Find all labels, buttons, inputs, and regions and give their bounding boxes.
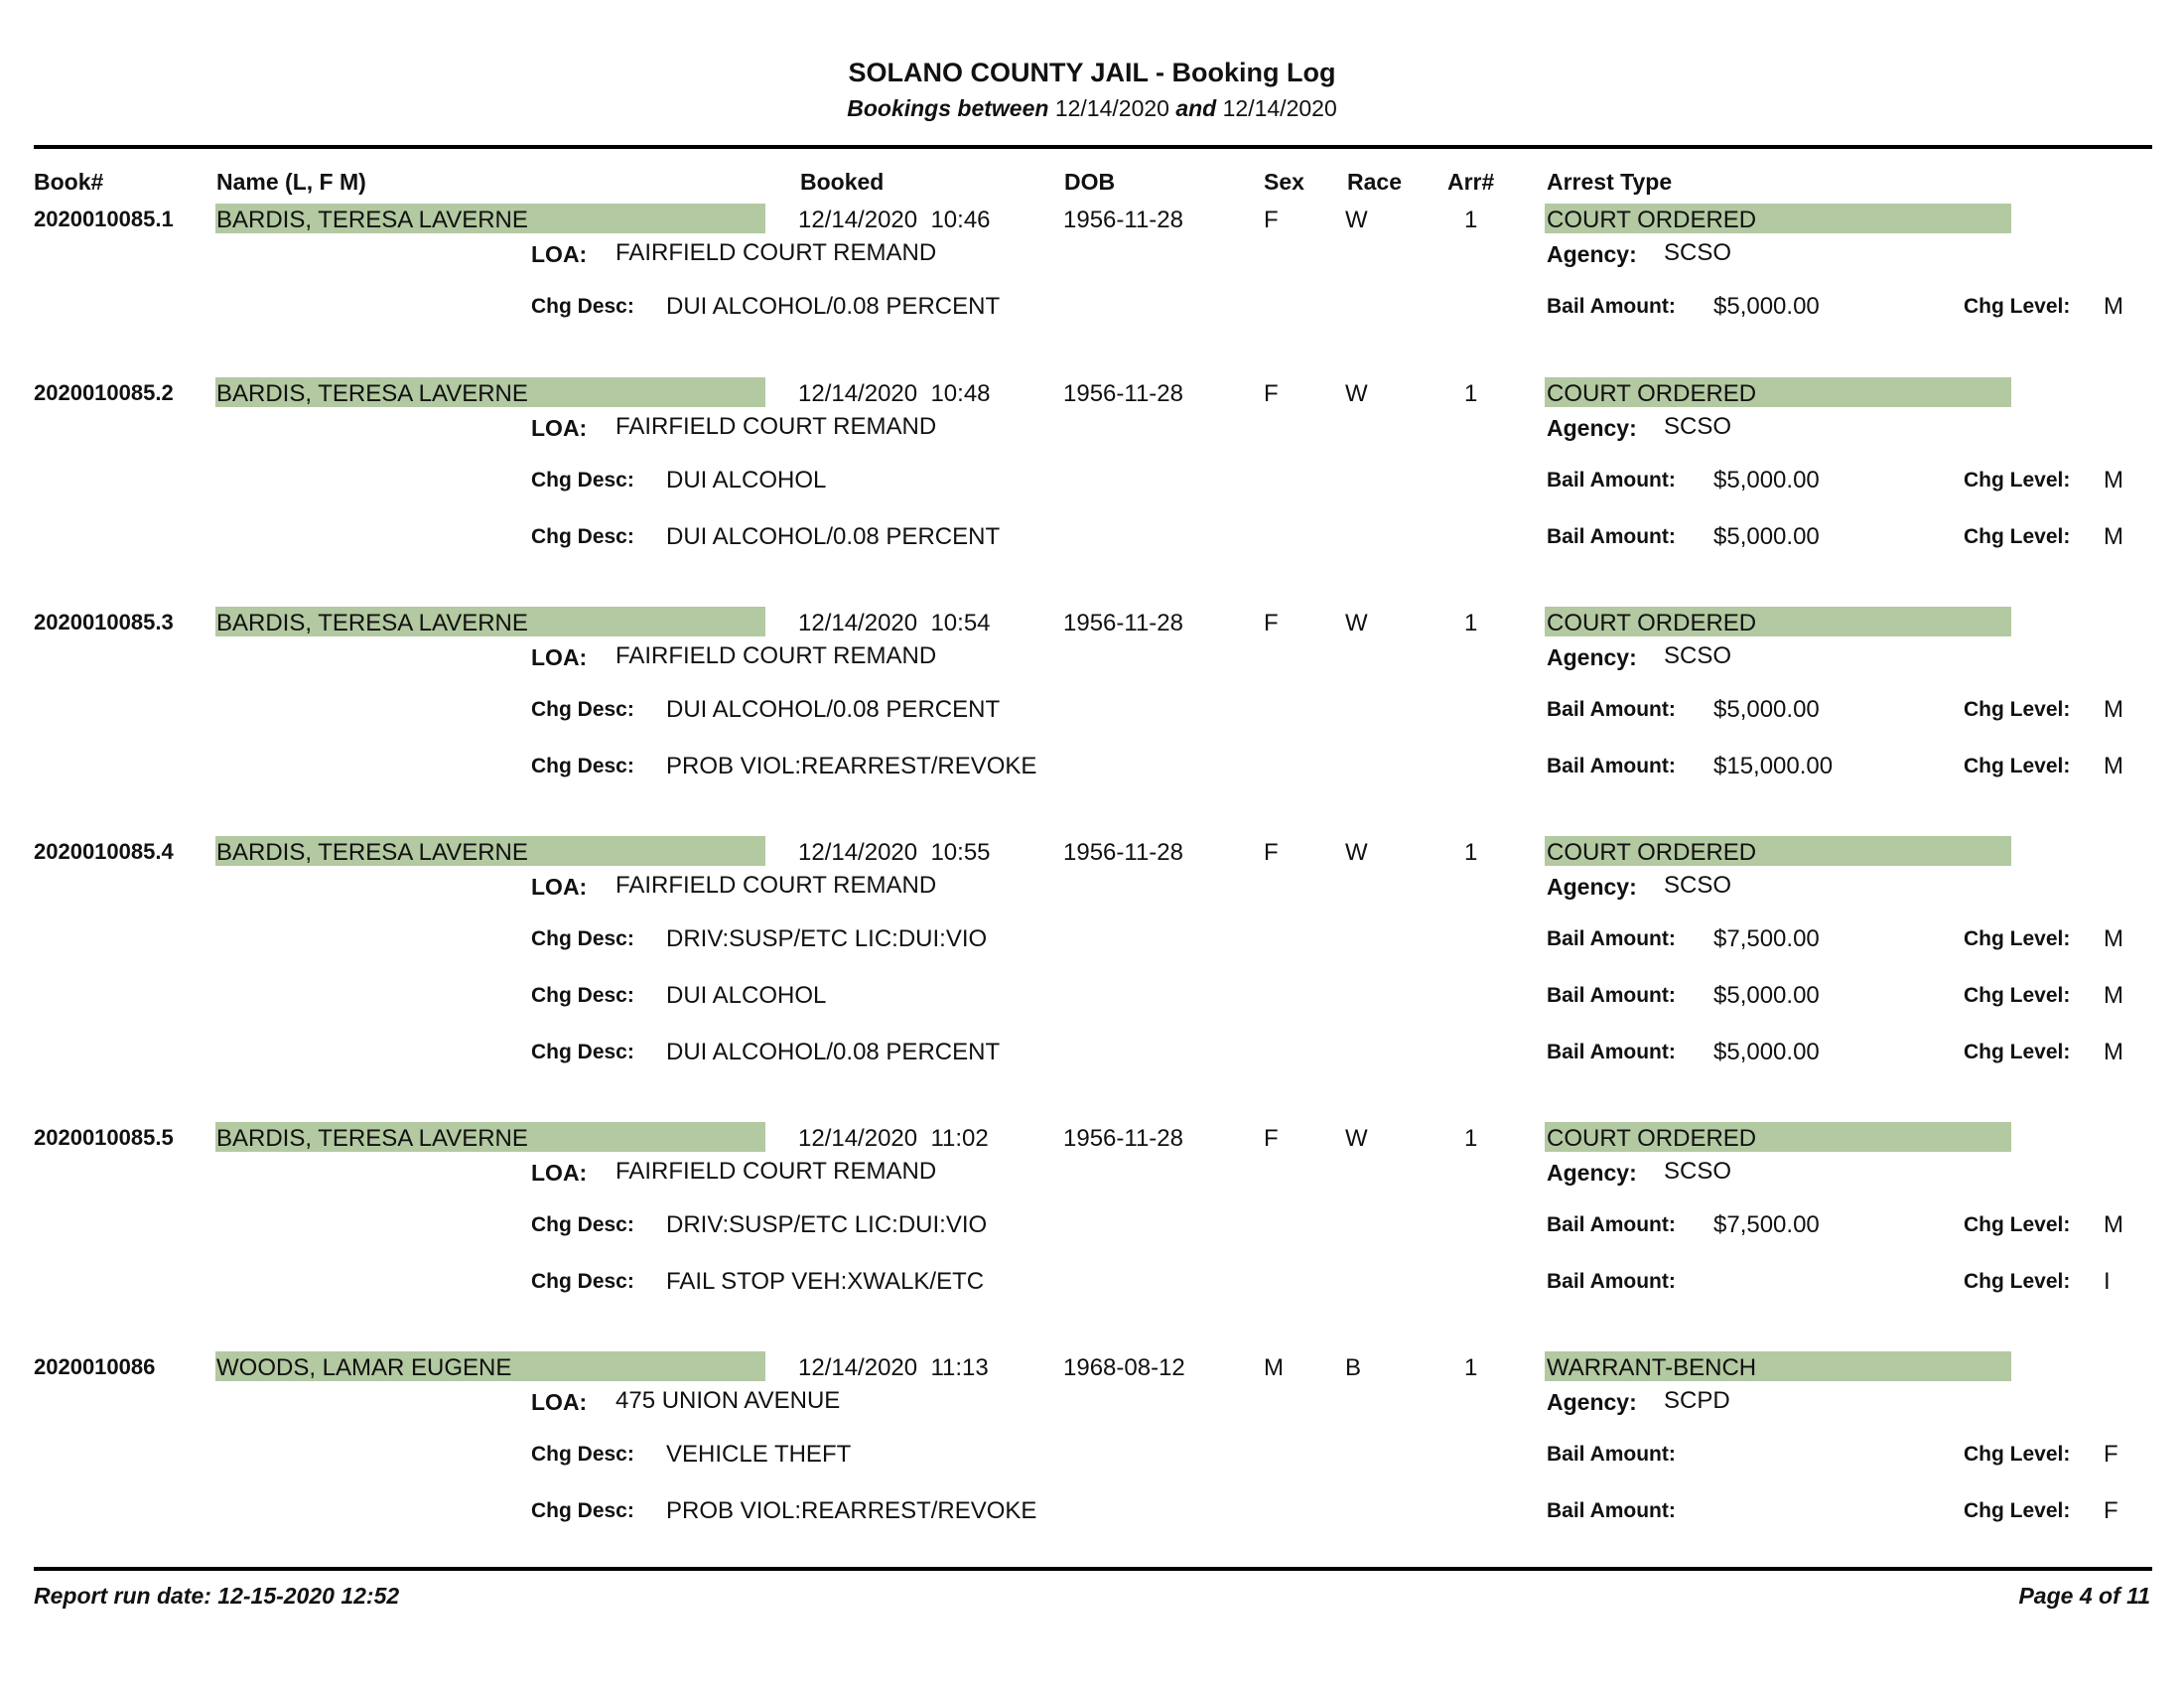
race: W	[1345, 1125, 1368, 1152]
bail-amount: $5,000.00	[1713, 696, 1820, 723]
date-of-birth: 1956-11-28	[1063, 1125, 1183, 1152]
charge-description: DRIV:SUSP/ETC LIC:DUI:VIO	[666, 925, 988, 952]
bail-amount-label: Bail Amount:	[1547, 984, 1676, 1007]
charge-description: DUI ALCOHOL/0.08 PERCENT	[666, 696, 1001, 723]
book-number: 2020010085.3	[34, 610, 174, 634]
col-arrest-type: Arrest Type	[1547, 169, 1673, 195]
report-title: SOLANO COUNTY JAIL - Booking Log	[848, 58, 1336, 87]
report-run-date: Report run date: 12-15-2020 12:52	[34, 1583, 400, 1609]
agency-label: Agency:	[1547, 1160, 1637, 1186]
chg-level-label: Chg Level:	[1964, 469, 2071, 492]
charge-level: F	[2104, 1441, 2118, 1468]
inmate-name: WOODS, LAMAR EUGENE	[216, 1354, 512, 1381]
bail-amount: $7,500.00	[1713, 925, 1820, 952]
arrest-number: 1	[1464, 207, 1478, 233]
race: W	[1345, 610, 1368, 636]
header-rule	[34, 145, 2152, 149]
arrest-type: COURT ORDERED	[1547, 380, 1757, 407]
loa-value: FAIRFIELD COURT REMAND	[615, 413, 937, 440]
charge-level: M	[2104, 696, 2123, 723]
charge-level: M	[2104, 523, 2123, 550]
page-number: Page 4 of 11	[2018, 1583, 2150, 1609]
loa-label: LOA:	[531, 644, 588, 670]
bail-amount: $5,000.00	[1713, 982, 1820, 1009]
charge-level: M	[2104, 925, 2123, 952]
charge-description: VEHICLE THEFT	[666, 1441, 852, 1468]
chg-level-label: Chg Level:	[1964, 984, 2071, 1007]
agency-label: Agency:	[1547, 415, 1637, 441]
charge-level: F	[2104, 1497, 2118, 1524]
loa-label: LOA:	[531, 874, 588, 900]
agency-label: Agency:	[1547, 1389, 1637, 1415]
bail-amount-label: Bail Amount:	[1547, 1499, 1676, 1522]
chg-desc-label: Chg Desc:	[531, 1499, 634, 1522]
bail-amount: $5,000.00	[1713, 1039, 1820, 1065]
agency-label: Agency:	[1547, 874, 1637, 900]
loa-label: LOA:	[531, 1160, 588, 1186]
date-of-birth: 1956-11-28	[1063, 610, 1183, 636]
charge-level: M	[2104, 753, 2123, 779]
agency-value: SCSO	[1664, 642, 1732, 669]
arrest-type: COURT ORDERED	[1547, 610, 1757, 636]
sex: F	[1264, 207, 1279, 233]
bail-amount-label: Bail Amount:	[1547, 755, 1676, 777]
date-of-birth: 1956-11-28	[1063, 207, 1183, 233]
chg-desc-label: Chg Desc:	[531, 698, 634, 721]
agency-label: Agency:	[1547, 241, 1637, 267]
loa-label: LOA:	[531, 415, 588, 441]
race: W	[1345, 380, 1368, 407]
chg-desc-label: Chg Desc:	[531, 1270, 634, 1293]
bail-amount: $5,000.00	[1713, 293, 1820, 320]
arrest-number: 1	[1464, 1354, 1478, 1381]
inmate-name: BARDIS, TERESA LAVERNE	[216, 380, 528, 407]
date-of-birth: 1968-08-12	[1063, 1354, 1185, 1381]
arrest-type: WARRANT-BENCH	[1547, 1354, 1757, 1381]
booked-datetime: 12/14/2020 10:55	[798, 839, 991, 866]
bail-amount-label: Bail Amount:	[1547, 927, 1676, 950]
bail-amount: $5,000.00	[1713, 467, 1820, 493]
charge-description: PROB VIOL:REARREST/REVOKE	[666, 753, 1037, 779]
loa-label: LOA:	[531, 241, 588, 267]
charge-level: I	[2104, 1268, 2111, 1295]
charge-level: M	[2104, 1039, 2123, 1065]
loa-value: 475 UNION AVENUE	[615, 1387, 841, 1414]
loa-value: FAIRFIELD COURT REMAND	[615, 642, 937, 669]
chg-desc-label: Chg Desc:	[531, 1041, 634, 1063]
chg-level-label: Chg Level:	[1964, 1213, 2071, 1236]
bail-amount: $5,000.00	[1713, 523, 1820, 550]
report-subtitle	[0, 95, 2184, 122]
chg-level-label: Chg Level:	[1964, 1499, 2071, 1522]
race: W	[1345, 839, 1368, 866]
footer-rule	[34, 1567, 2152, 1571]
chg-level-label: Chg Level:	[1964, 525, 2071, 548]
charge-level: M	[2104, 982, 2123, 1009]
book-number: 2020010085.1	[34, 207, 174, 231]
sex: F	[1264, 839, 1279, 866]
loa-value: FAIRFIELD COURT REMAND	[615, 239, 937, 266]
col-sex: Sex	[1264, 169, 1304, 195]
bail-amount-label: Bail Amount:	[1547, 1213, 1676, 1236]
race: W	[1345, 207, 1368, 233]
charge-description: DUI ALCOHOL/0.08 PERCENT	[666, 1039, 1001, 1065]
race: B	[1345, 1354, 1362, 1381]
booked-datetime: 12/14/2020 11:13	[798, 1354, 989, 1381]
col-name: Name (L, F M)	[216, 169, 366, 195]
loa-value: FAIRFIELD COURT REMAND	[615, 1158, 937, 1185]
charge-description: PROB VIOL:REARREST/REVOKE	[666, 1497, 1037, 1524]
book-number: 2020010085.5	[34, 1125, 174, 1150]
chg-desc-label: Chg Desc:	[531, 755, 634, 777]
inmate-name: BARDIS, TERESA LAVERNE	[216, 1125, 528, 1152]
agency-value: SCPD	[1664, 1387, 1730, 1414]
and-label: and	[1175, 95, 1217, 121]
sex: F	[1264, 1125, 1279, 1152]
chg-level-label: Chg Level:	[1964, 927, 2071, 950]
col-dob: DOB	[1064, 169, 1116, 195]
sex: M	[1264, 1354, 1284, 1381]
chg-desc-label: Chg Desc:	[531, 1443, 634, 1466]
agency-value: SCSO	[1664, 239, 1732, 266]
arrest-type: COURT ORDERED	[1547, 1125, 1757, 1152]
book-number: 2020010085.4	[34, 839, 174, 864]
charge-level: M	[2104, 467, 2123, 493]
arrest-type: COURT ORDERED	[1547, 207, 1757, 233]
col-race: Race	[1347, 169, 1402, 195]
col-book: Book#	[34, 169, 104, 195]
charge-description: FAIL STOP VEH:XWALK/ETC	[666, 1268, 985, 1295]
agency-value: SCSO	[1664, 1158, 1732, 1185]
bail-amount-label: Bail Amount:	[1547, 525, 1676, 548]
arrest-number: 1	[1464, 1125, 1478, 1152]
inmate-name: BARDIS, TERESA LAVERNE	[216, 610, 528, 636]
sex: F	[1264, 380, 1279, 407]
charge-description: DRIV:SUSP/ETC LIC:DUI:VIO	[666, 1211, 988, 1238]
bail-amount-label: Bail Amount:	[1547, 1041, 1676, 1063]
arrest-type: COURT ORDERED	[1547, 839, 1757, 866]
arrest-number: 1	[1464, 839, 1478, 866]
loa-value: FAIRFIELD COURT REMAND	[615, 872, 937, 899]
chg-level-label: Chg Level:	[1964, 1270, 2071, 1293]
arrest-number: 1	[1464, 380, 1478, 407]
charge-description: DUI ALCOHOL	[666, 467, 827, 493]
bail-amount-label: Bail Amount:	[1547, 1270, 1676, 1293]
col-arr: Arr#	[1447, 169, 1495, 195]
charge-level: M	[2104, 1211, 2123, 1238]
chg-level-label: Chg Level:	[1964, 295, 2071, 318]
bail-amount: $7,500.00	[1713, 1211, 1820, 1238]
booked-datetime: 12/14/2020 10:46	[798, 207, 991, 233]
date-of-birth: 1956-11-28	[1063, 839, 1183, 866]
chg-desc-label: Chg Desc:	[531, 469, 634, 492]
end-date: 12/14/2020	[1222, 95, 1337, 121]
booked-datetime: 12/14/2020 10:48	[798, 380, 991, 407]
agency-value: SCSO	[1664, 872, 1732, 899]
bail-amount-label: Bail Amount:	[1547, 469, 1676, 492]
chg-desc-label: Chg Desc:	[531, 927, 634, 950]
bookings-between-label: Bookings between	[847, 95, 1049, 121]
chg-desc-label: Chg Desc:	[531, 295, 634, 318]
chg-level-label: Chg Level:	[1964, 755, 2071, 777]
agency-label: Agency:	[1547, 644, 1637, 670]
chg-desc-label: Chg Desc:	[531, 1213, 634, 1236]
loa-label: LOA:	[531, 1389, 588, 1415]
col-booked: Booked	[800, 169, 885, 195]
chg-level-label: Chg Level:	[1964, 1041, 2071, 1063]
agency-value: SCSO	[1664, 413, 1732, 440]
bail-amount: $15,000.00	[1713, 753, 1834, 779]
chg-desc-label: Chg Desc:	[531, 525, 634, 548]
charge-description: DUI ALCOHOL/0.08 PERCENT	[666, 293, 1001, 320]
book-number: 2020010085.2	[34, 380, 174, 405]
chg-level-label: Chg Level:	[1964, 698, 2071, 721]
start-date: 12/14/2020	[1054, 95, 1169, 121]
sex: F	[1264, 610, 1279, 636]
booked-datetime: 12/14/2020 10:54	[798, 610, 991, 636]
chg-desc-label: Chg Desc:	[531, 984, 634, 1007]
charge-description: DUI ALCOHOL	[666, 982, 827, 1009]
bail-amount-label: Bail Amount:	[1547, 698, 1676, 721]
bail-amount-label: Bail Amount:	[1547, 295, 1676, 318]
bail-amount-label: Bail Amount:	[1547, 1443, 1676, 1466]
date-of-birth: 1956-11-28	[1063, 380, 1183, 407]
book-number: 2020010086	[34, 1354, 156, 1379]
charge-level: M	[2104, 293, 2123, 320]
inmate-name: BARDIS, TERESA LAVERNE	[216, 207, 528, 233]
inmate-name: BARDIS, TERESA LAVERNE	[216, 839, 528, 866]
charge-description: DUI ALCOHOL/0.08 PERCENT	[666, 523, 1001, 550]
arrest-number: 1	[1464, 610, 1478, 636]
booked-datetime: 12/14/2020 11:02	[798, 1125, 989, 1152]
chg-level-label: Chg Level:	[1964, 1443, 2071, 1466]
